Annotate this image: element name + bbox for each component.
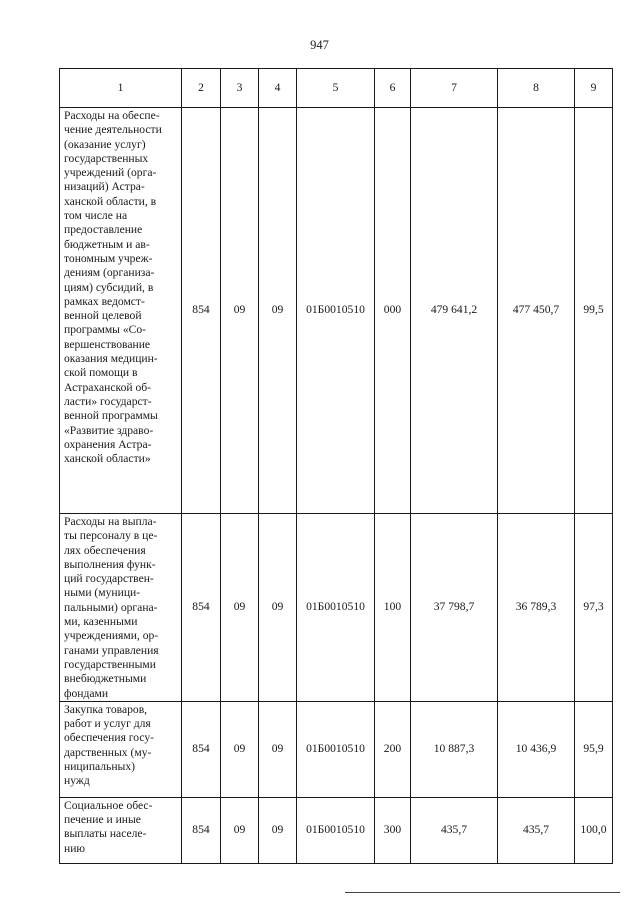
row-name-line: обеспечения госу- bbox=[64, 731, 155, 745]
row-name-line: нужд bbox=[64, 774, 90, 788]
table-row bbox=[60, 514, 613, 702]
row-name-line: ганами управления bbox=[64, 643, 159, 657]
cell-c7: 435,7 bbox=[411, 797, 498, 863]
cell-c9: 99,5 bbox=[575, 108, 613, 514]
cell-c6: 000 bbox=[375, 108, 411, 514]
cell-c3: 09 bbox=[221, 108, 259, 514]
cell-c5: 01Б0010510 bbox=[297, 108, 375, 514]
cell-c7: 10 887,3 bbox=[411, 701, 498, 797]
row-name-line: ской помощи в bbox=[64, 366, 138, 380]
cell-c8: 10 436,9 bbox=[498, 701, 575, 797]
table-row bbox=[60, 797, 613, 863]
row-name-line: тономным учреж- bbox=[64, 251, 153, 265]
cell-c7: 479 641,2 bbox=[411, 108, 498, 514]
row-name-line: оказания медицин- bbox=[64, 352, 158, 366]
cell-c8: 477 450,7 bbox=[498, 108, 575, 514]
row-name-line: нию bbox=[64, 841, 86, 855]
row-name-line: охранения Астра- bbox=[64, 437, 152, 451]
column-header: 9 bbox=[575, 69, 613, 108]
cell-c8: 36 789,3 bbox=[498, 514, 575, 702]
column-header: 2 bbox=[182, 69, 221, 108]
row-name-line: Расходы на выпла- bbox=[64, 515, 157, 528]
cell-c5: 01Б0010510 bbox=[297, 701, 375, 797]
row-name-line: выполнения функ- bbox=[64, 557, 156, 571]
column-header: 8 bbox=[498, 69, 575, 108]
cell-c5: 01Б0010510 bbox=[297, 797, 375, 863]
column-header: 6 bbox=[375, 69, 411, 108]
row-name-line: низаций) Астра- bbox=[64, 180, 145, 194]
row-name-line: ты персоналу в це- bbox=[64, 529, 158, 543]
cell-c9: 97,3 bbox=[575, 514, 613, 702]
row-name-cell bbox=[60, 701, 182, 797]
cell-c9: 95,9 bbox=[575, 701, 613, 797]
row-name-line: печение и иные bbox=[64, 813, 141, 827]
cell-c4: 09 bbox=[259, 108, 297, 514]
cell-c2: 854 bbox=[182, 514, 221, 702]
cell-c6: 300 bbox=[375, 797, 411, 863]
row-name-line: Расходы на обеспе- bbox=[64, 109, 160, 122]
row-name-line: государственных bbox=[64, 151, 149, 165]
table-row bbox=[60, 108, 613, 514]
row-name-line: предоставление bbox=[64, 223, 143, 237]
cell-c2: 854 bbox=[182, 701, 221, 797]
row-name-line: Астраханской об- bbox=[64, 380, 152, 394]
page-number: 947 bbox=[310, 38, 329, 52]
row-name-line: рамках ведомст- bbox=[64, 294, 145, 308]
row-name-line: ми, казенными bbox=[64, 615, 138, 629]
row-name-cell bbox=[60, 514, 182, 702]
row-name-line: Закупка товаров, bbox=[64, 702, 148, 716]
row-name-line: учреждениями, ор- bbox=[64, 629, 159, 643]
cell-c6: 200 bbox=[375, 701, 411, 797]
cell-c4: 09 bbox=[259, 797, 297, 863]
row-name-line: ханской области» bbox=[64, 452, 151, 466]
column-header: 1 bbox=[60, 69, 182, 108]
row-name-line: программы «Со- bbox=[64, 323, 147, 337]
row-name-line: ными (муници- bbox=[64, 586, 141, 600]
row-name-line: вершенствование bbox=[64, 337, 151, 351]
column-header: 3 bbox=[221, 69, 259, 108]
row-name-line: ций государствен- bbox=[64, 572, 154, 586]
row-name-line: дениям (организа- bbox=[64, 266, 155, 280]
column-header: 7 bbox=[411, 69, 498, 108]
row-name-line: «Развитие здраво- bbox=[64, 423, 154, 437]
row-name-line: венной программы bbox=[64, 409, 158, 423]
footer-line bbox=[345, 892, 620, 893]
row-name-line: ханской области, в bbox=[64, 194, 157, 208]
row-name-line: венной целевой bbox=[64, 309, 142, 323]
row-name-line: выплаты населе- bbox=[64, 827, 147, 841]
cell-c5: 01Б0010510 bbox=[297, 514, 375, 702]
column-header: 4 bbox=[259, 69, 297, 108]
row-name-line: дарственных (му- bbox=[64, 745, 152, 759]
row-name-line: Социальное обес- bbox=[64, 798, 153, 812]
budget-table bbox=[59, 68, 613, 864]
row-name-cell bbox=[60, 797, 182, 863]
cell-c6: 100 bbox=[375, 514, 411, 702]
cell-c8: 435,7 bbox=[498, 797, 575, 863]
row-name-line: фондами bbox=[64, 686, 109, 700]
row-name-line: государственными bbox=[64, 657, 156, 671]
row-name-line: пальными) органа- bbox=[64, 600, 158, 614]
cell-c3: 09 bbox=[221, 797, 259, 863]
row-name-line: чение деятельности bbox=[64, 123, 162, 137]
table-row bbox=[60, 701, 613, 797]
cell-c3: 09 bbox=[221, 701, 259, 797]
cell-c3: 09 bbox=[221, 514, 259, 702]
cell-c4: 09 bbox=[259, 514, 297, 702]
cell-c9: 100,0 bbox=[575, 797, 613, 863]
row-name-cell bbox=[60, 108, 182, 514]
cell-c4: 09 bbox=[259, 701, 297, 797]
column-header: 5 bbox=[297, 69, 375, 108]
row-name-line: ласти» государст- bbox=[64, 394, 152, 408]
row-name-line: учреждений (орга- bbox=[64, 166, 157, 180]
table-header-row bbox=[60, 69, 613, 108]
row-name-line: том числе на bbox=[64, 209, 128, 223]
row-name-line: циям) субсидий, в bbox=[64, 280, 154, 294]
row-name-line: лях обеспечения bbox=[64, 543, 146, 557]
row-name-line: ниципальных) bbox=[64, 760, 135, 774]
cell-c7: 37 798,7 bbox=[411, 514, 498, 702]
row-name-line: работ и услуг для bbox=[64, 717, 151, 731]
row-name-line: (оказание услуг) bbox=[64, 137, 146, 151]
cell-c2: 854 bbox=[182, 108, 221, 514]
cell-c2: 854 bbox=[182, 797, 221, 863]
row-name-line: бюджетным и ав- bbox=[64, 237, 150, 251]
row-name-line: внебюджетными bbox=[64, 672, 147, 686]
